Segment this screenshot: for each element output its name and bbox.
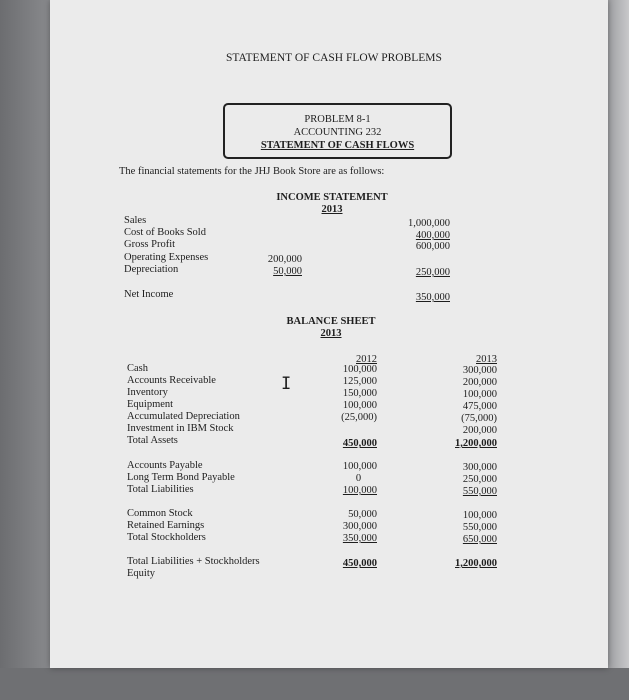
inventory-2012: 150,000 <box>342 388 377 399</box>
cost-of-books-sold-value: 400,000 <box>415 230 450 241</box>
background-left <box>0 0 52 700</box>
background-bottom <box>0 668 629 700</box>
label-total-liabilities-stockholders: Total Liabilities + Stockholders <box>127 556 260 567</box>
depreciation-value: 50,000 <box>273 266 302 277</box>
accounts-receivable-2012: 125,000 <box>342 376 377 387</box>
label-total-assets: Total Assets <box>127 435 178 446</box>
label-common-stock: Common Stock <box>127 508 193 519</box>
sales-value: 1,000,000 <box>408 218 450 229</box>
label-operating-expenses: Operating Expenses <box>124 252 209 263</box>
label-equipment: Equipment <box>127 399 174 410</box>
label-accounts-payable: Accounts Payable <box>127 460 203 471</box>
label-equity: Equity <box>127 568 155 579</box>
total-stockholders-2013: 650,000 <box>462 534 497 545</box>
balance-sheet-year: 2013 <box>320 328 342 339</box>
column-header-2012: 2012 <box>356 354 377 365</box>
label-total-stockholders: Total Stockholders <box>127 532 206 543</box>
cash-2012: 100,000 <box>342 364 377 375</box>
label-cash: Cash <box>127 363 148 374</box>
retained-earnings-2013: 550,000 <box>462 522 497 533</box>
column-header-2013: 2013 <box>476 354 497 365</box>
label-long-term-bond-payable: Long Term Bond Payable <box>127 472 235 483</box>
accounts-payable-2012: 100,000 <box>342 461 377 472</box>
cash-2013: 300,000 <box>462 365 497 376</box>
income-statement-year: 2013 <box>321 204 343 215</box>
accumulated-depreciation-2013: (75,000) <box>461 413 497 424</box>
retained-earnings-2012: 300,000 <box>342 521 377 532</box>
total-stockholders-2012: 350,000 <box>342 533 377 544</box>
label-depreciation: Depreciation <box>124 264 179 275</box>
label-cost-of-books-sold: Cost of Books Sold <box>124 227 206 238</box>
text-cursor-icon: I <box>281 374 292 394</box>
label-accounts-receivable: Accounts Receivable <box>127 375 216 386</box>
page-title: STATEMENT OF CASH FLOW PROBLEMS <box>226 52 442 64</box>
course-name: ACCOUNTING 232 <box>293 127 382 138</box>
total-expenses-value: 250,000 <box>415 267 450 278</box>
common-stock-2013: 100,000 <box>462 510 497 521</box>
accounts-payable-2013: 300,000 <box>462 462 497 473</box>
intro-text: The financial statements for the JHJ Book Store are as follows: <box>119 166 385 177</box>
problem-subject: STATEMENT OF CASH FLOWS <box>260 140 415 151</box>
label-sales: Sales <box>124 215 147 226</box>
operating-expenses-value: 200,000 <box>267 254 302 265</box>
label-inventory: Inventory <box>127 387 168 398</box>
label-gross-profit: Gross Profit <box>124 239 176 250</box>
long-term-bond-payable-2013: 250,000 <box>462 474 497 485</box>
total-liabilities-equity-2012: 450,000 <box>342 558 377 569</box>
investment-ibm-stock-2013: 200,000 <box>462 425 497 436</box>
background-right <box>606 0 629 700</box>
label-net-income: Net Income <box>124 289 174 300</box>
label-investment-ibm-stock: Investment in IBM Stock <box>127 423 234 434</box>
total-assets-2013: 1,200,000 <box>455 438 497 449</box>
total-liabilities-2012: 100,000 <box>342 485 377 496</box>
document-page <box>50 0 608 668</box>
net-income-value: 350,000 <box>415 292 450 303</box>
accounts-receivable-2013: 200,000 <box>462 377 497 388</box>
balance-sheet-title: BALANCE SHEET <box>286 316 376 327</box>
label-accumulated-depreciation: Accumulated Depreciation <box>127 411 240 422</box>
equipment-2012: 100,000 <box>342 400 377 411</box>
gross-profit-value: 600,000 <box>415 241 450 252</box>
income-statement-title: INCOME STATEMENT <box>276 192 388 203</box>
problem-number: PROBLEM 8-1 <box>304 114 371 125</box>
total-liabilities-2013: 550,000 <box>462 486 497 497</box>
total-liabilities-equity-2013: 1,200,000 <box>455 558 497 569</box>
inventory-2013: 100,000 <box>462 389 497 400</box>
label-total-liabilities: Total Liabilities <box>127 484 194 495</box>
accumulated-depreciation-2012: (25,000) <box>341 412 377 423</box>
equipment-2013: 475,000 <box>462 401 497 412</box>
total-assets-2012: 450,000 <box>342 438 377 449</box>
label-retained-earnings: Retained Earnings <box>127 520 205 531</box>
long-term-bond-payable-2012: 0 <box>355 473 362 484</box>
common-stock-2012: 50,000 <box>348 509 377 520</box>
